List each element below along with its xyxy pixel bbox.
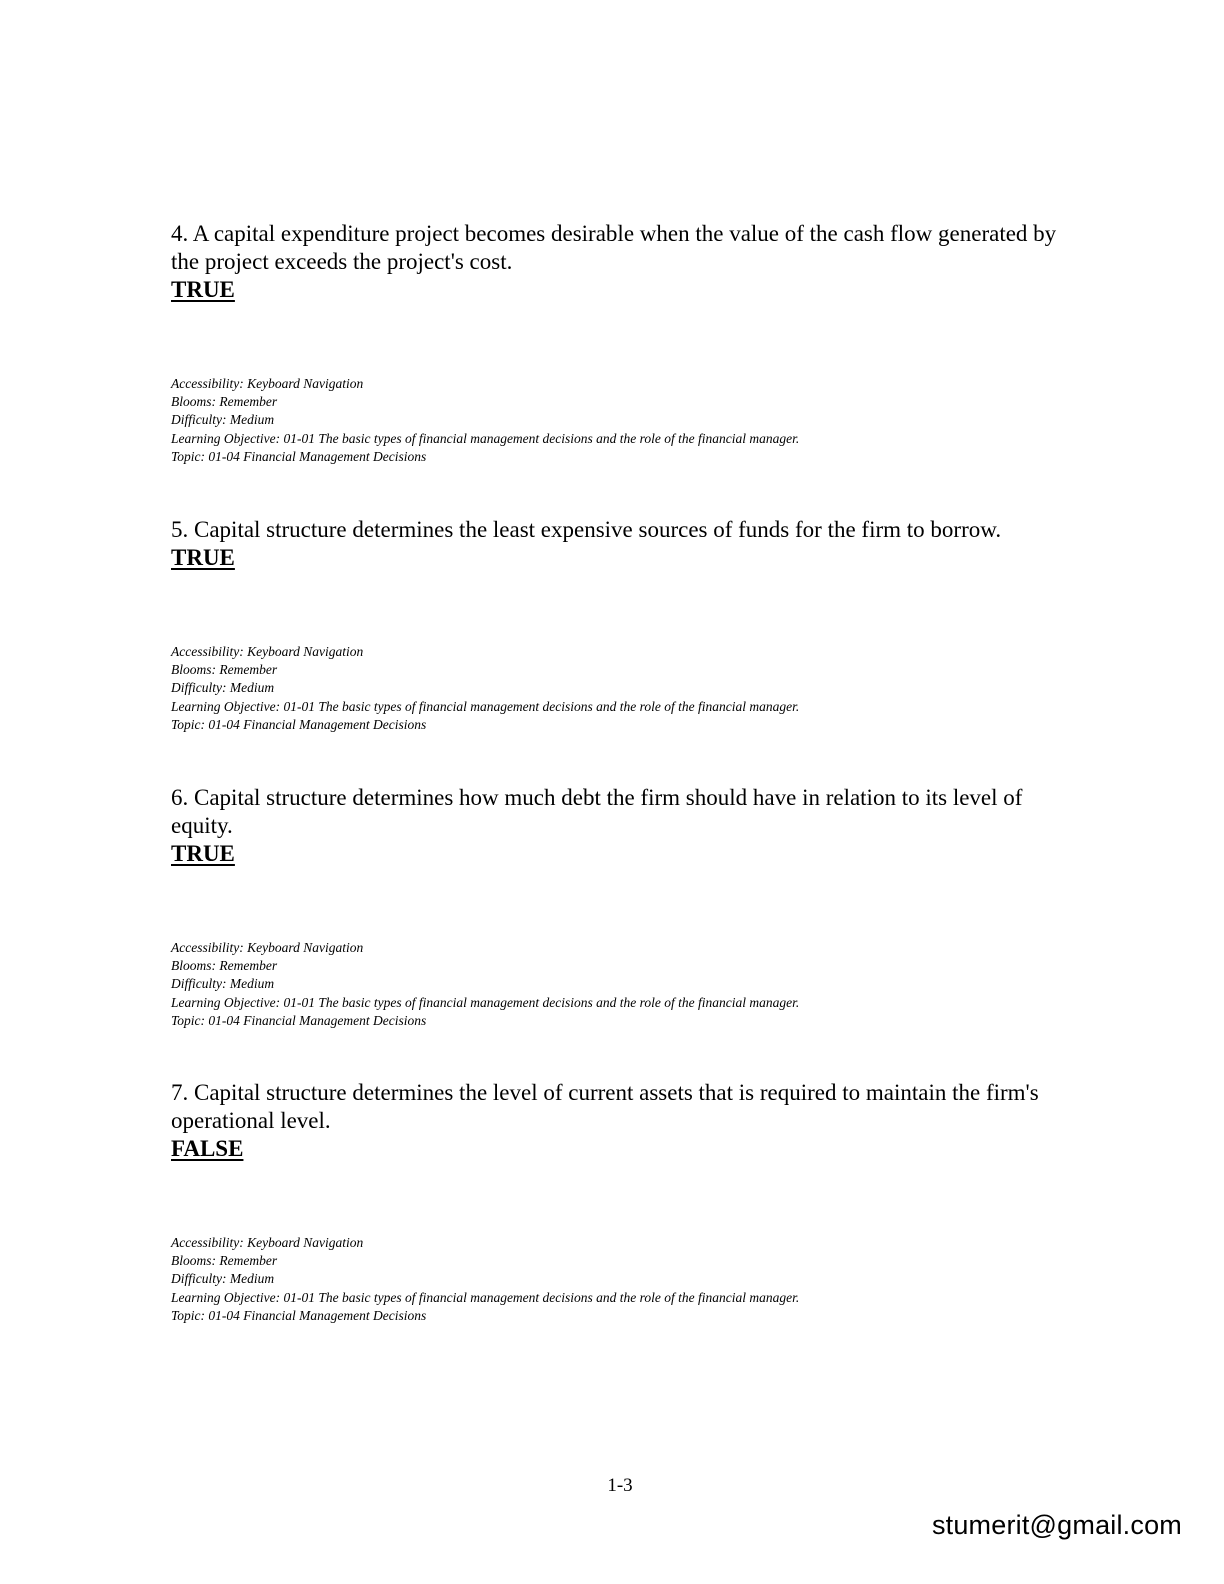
difficulty-tag: Difficulty: Medium: [171, 680, 275, 696]
difficulty-tag: Difficulty: Medium: [171, 1271, 275, 1287]
question-text: 6. Capital structure determines how much debt the firm should have in relation to its level of equity.: [171, 785, 1023, 838]
accessibility-tag: Accessibility: Keyboard Navigation: [171, 940, 364, 955]
question-6-metadata: [171, 939, 1071, 1030]
question-7-metadata: [171, 1234, 1071, 1325]
question-4: [171, 220, 1071, 304]
answer-label: TRUE: [171, 841, 235, 866]
learning-objective-tag: Learning Objective: 01-01 The basic types of financial management decisions and the role of the financial manager.: [171, 698, 800, 714]
question-6: [171, 784, 1071, 868]
difficulty-tag: Difficulty: Medium: [171, 976, 275, 992]
topic-tag: Topic: 01-04 Financial Management Decisions: [171, 1012, 427, 1028]
answer-label: TRUE: [171, 277, 235, 302]
learning-objective-tag: Learning Objective: 01-01 The basic types of financial management decisions and the role of the financial manager.: [171, 430, 800, 446]
accessibility-tag: Accessibility: Keyboard Navigation: [171, 644, 364, 659]
question-5-metadata: [171, 643, 1071, 734]
difficulty-tag: Difficulty: Medium: [171, 412, 275, 428]
accessibility-tag: Accessibility: Keyboard Navigation: [171, 1235, 364, 1250]
question-7: [171, 1079, 1071, 1163]
accessibility-tag: Accessibility: Keyboard Navigation: [171, 376, 364, 391]
page-number: 1-3: [607, 1475, 633, 1496]
question-text: 4. A capital expenditure project becomes desirable when the value of the cash flow generated by the project exceeds the project's cost.: [171, 221, 1057, 274]
blooms-tag: Blooms: Remember: [171, 958, 278, 974]
blooms-tag: Blooms: Remember: [171, 662, 278, 678]
watermark-email: stumerit@gmail.com: [931, 1510, 1182, 1540]
blooms-tag: Blooms: Remember: [171, 1253, 278, 1269]
question-text: 5. Capital structure determines the least expensive sources of funds for the firm to borrow.: [171, 517, 1002, 542]
answer-label: TRUE: [171, 545, 235, 570]
question-4-metadata: [171, 375, 1071, 466]
topic-tag: Topic: 01-04 Financial Management Decisions: [171, 1307, 427, 1323]
topic-tag: Topic: 01-04 Financial Management Decisions: [171, 448, 427, 464]
answer-label: FALSE: [171, 1136, 244, 1161]
question-5: [171, 516, 1071, 572]
topic-tag: Topic: 01-04 Financial Management Decisions: [171, 716, 427, 732]
learning-objective-tag: Learning Objective: 01-01 The basic types of financial management decisions and the role of the financial manager.: [171, 1289, 800, 1305]
question-text: 7. Capital structure determines the level of current assets that is required to maintain the firm's operational level.: [171, 1080, 1039, 1133]
learning-objective-tag: Learning Objective: 01-01 The basic types of financial management decisions and the role of the financial manager.: [171, 994, 800, 1010]
blooms-tag: Blooms: Remember: [171, 394, 278, 410]
